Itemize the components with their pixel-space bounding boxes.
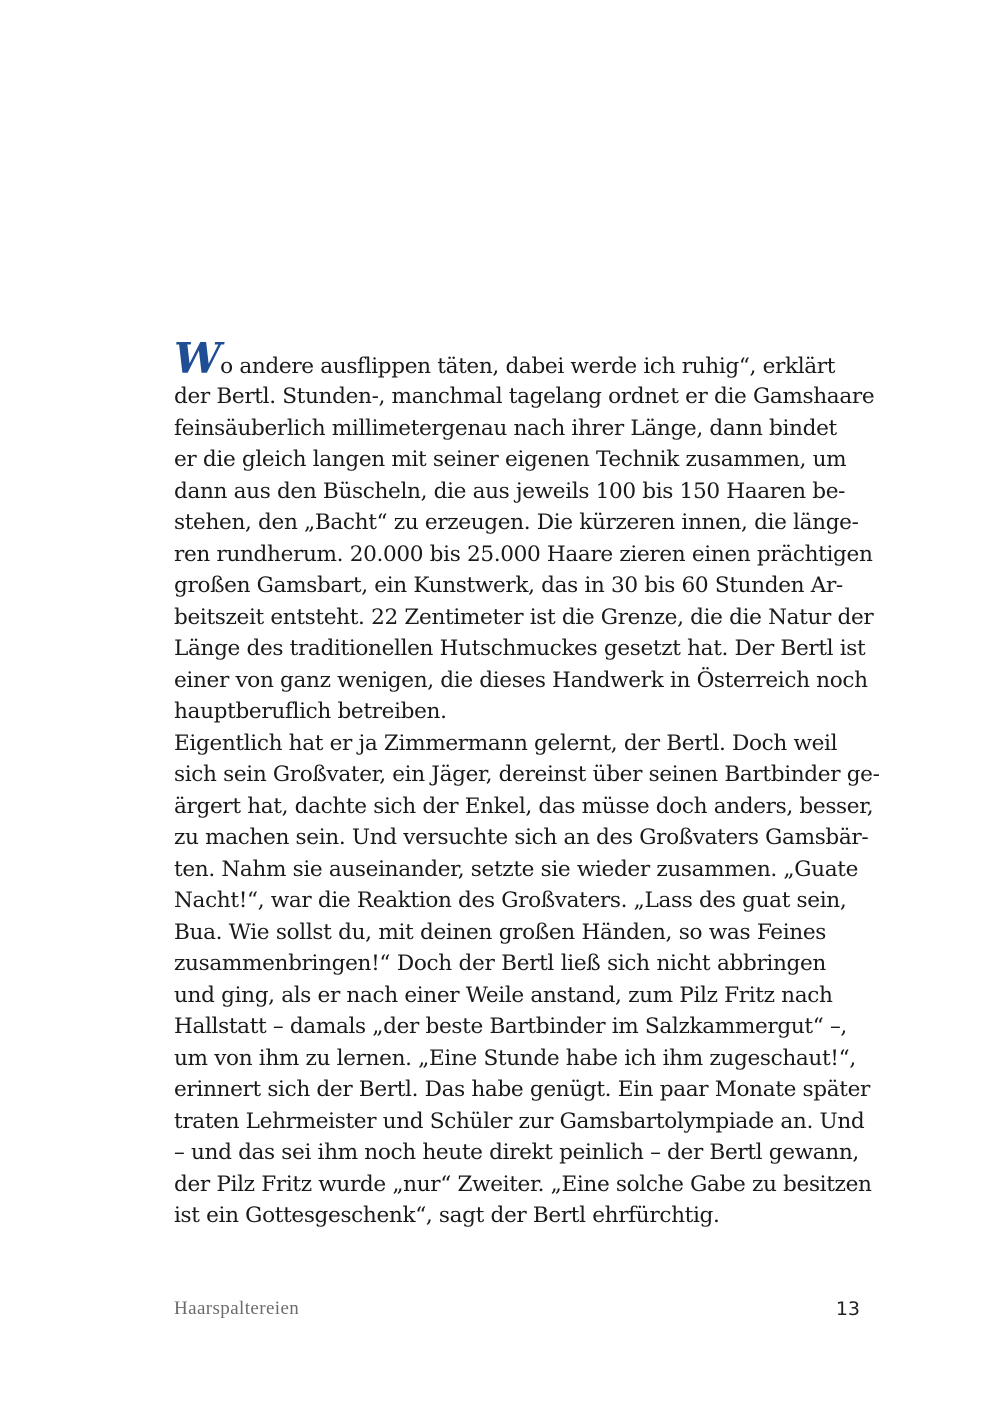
article-line: traten Lehrmeister und Schüler zur Gamsbartolympiade an. Und bbox=[174, 1108, 865, 1134]
article-line: beitszeit entsteht. 22 Zentimeter ist die Grenze, die die Natur der bbox=[174, 604, 874, 630]
article-line: der Pilz Fritz wurde „nur“ Zweiter. „Eine solche Gabe zu besitzen bbox=[174, 1171, 872, 1197]
article-line: erinnert sich der Bertl. Das habe genügt. Ein paar Monate später bbox=[174, 1077, 870, 1102]
article-line: großen Gamsbart, ein Kunstwerk, das in 30 bis 60 Stunden Ar- bbox=[174, 573, 843, 598]
article-line: Nacht!“, war die Reaktion des Großvaters. „Lass des guat sein, bbox=[174, 888, 847, 913]
article-line: ren rundherum. 20.000 bis 25.000 Haare zieren einen prächtigen bbox=[174, 541, 873, 567]
article-line: – und das sei ihm noch heute direkt peinlich – der Bertl gewann, bbox=[174, 1140, 859, 1165]
decorative-initial: W bbox=[174, 334, 219, 383]
article-line: ten. Nahm sie auseinander, setzte sie wieder zusammen. „Guate bbox=[174, 856, 859, 882]
article-line: Hallstatt – damals „der beste Bartbinder im Salzkammergut“ –, bbox=[174, 1014, 847, 1039]
article-line: und ging, als er nach einer Weile anstand, zum Pilz Fritz nach bbox=[174, 982, 833, 1008]
running-footer-title: Haarspaltereien bbox=[174, 1298, 300, 1319]
article-line: Eigentlich hat er ja Zimmermann gelernt, der Bertl. Doch weil bbox=[174, 730, 838, 756]
article-line: zu machen sein. Und versuchte sich an des Großvaters Gamsbär- bbox=[174, 825, 869, 850]
article-line: feinsäuberlich millimetergenau nach ihrer Länge, dann bindet bbox=[174, 415, 837, 441]
article-line: stehen, den „Bacht“ zu erzeugen. Die kürzeren innen, die länge- bbox=[174, 510, 859, 535]
article-line: hauptberuflich betreiben. bbox=[174, 699, 447, 724]
article-line: Bua. Wie sollst du, mit deinen großen Händen, so was Feines bbox=[174, 919, 826, 945]
article-line: ist ein Gottesgeschenk“, sagt der Bertl ehrfürchtig. bbox=[174, 1203, 720, 1228]
article-line: um von ihm zu lernen. „Eine Stunde habe ich ihm zugeschaut!“, bbox=[174, 1045, 856, 1071]
article-line: ärgert hat, dachte sich der Enkel, das müsse doch anders, besser, bbox=[174, 793, 874, 819]
page-number: 13 bbox=[835, 1298, 860, 1320]
article-line-text: o andere ausflippen täten, dabei werde ich ruhig“, erklärt bbox=[220, 354, 836, 379]
article-line: einer von ganz wenigen, die dieses Handwerk in Österreich noch bbox=[174, 667, 868, 693]
article-line: dann aus den Büscheln, die aus jeweils 100 bis 150 Haaren be- bbox=[174, 478, 846, 504]
article-line: zusammenbringen!“ Doch der Bertl ließ sich nicht abbringen bbox=[174, 951, 826, 976]
article-line: Länge des traditionellen Hutschmuckes gesetzt hat. Der Bertl ist bbox=[174, 636, 866, 661]
article-line-1 bbox=[174, 334, 836, 383]
article-line: der Bertl. Stunden-, manchmal tagelang ordnet er die Gamshaare bbox=[174, 384, 875, 409]
article-line: er die gleich langen mit seiner eigenen Technik zusammen, um bbox=[174, 447, 847, 472]
article-line: sich sein Großvater, ein Jäger, dereinst über seinen Bartbinder ge- bbox=[174, 762, 880, 787]
article-body bbox=[174, 334, 880, 1232]
